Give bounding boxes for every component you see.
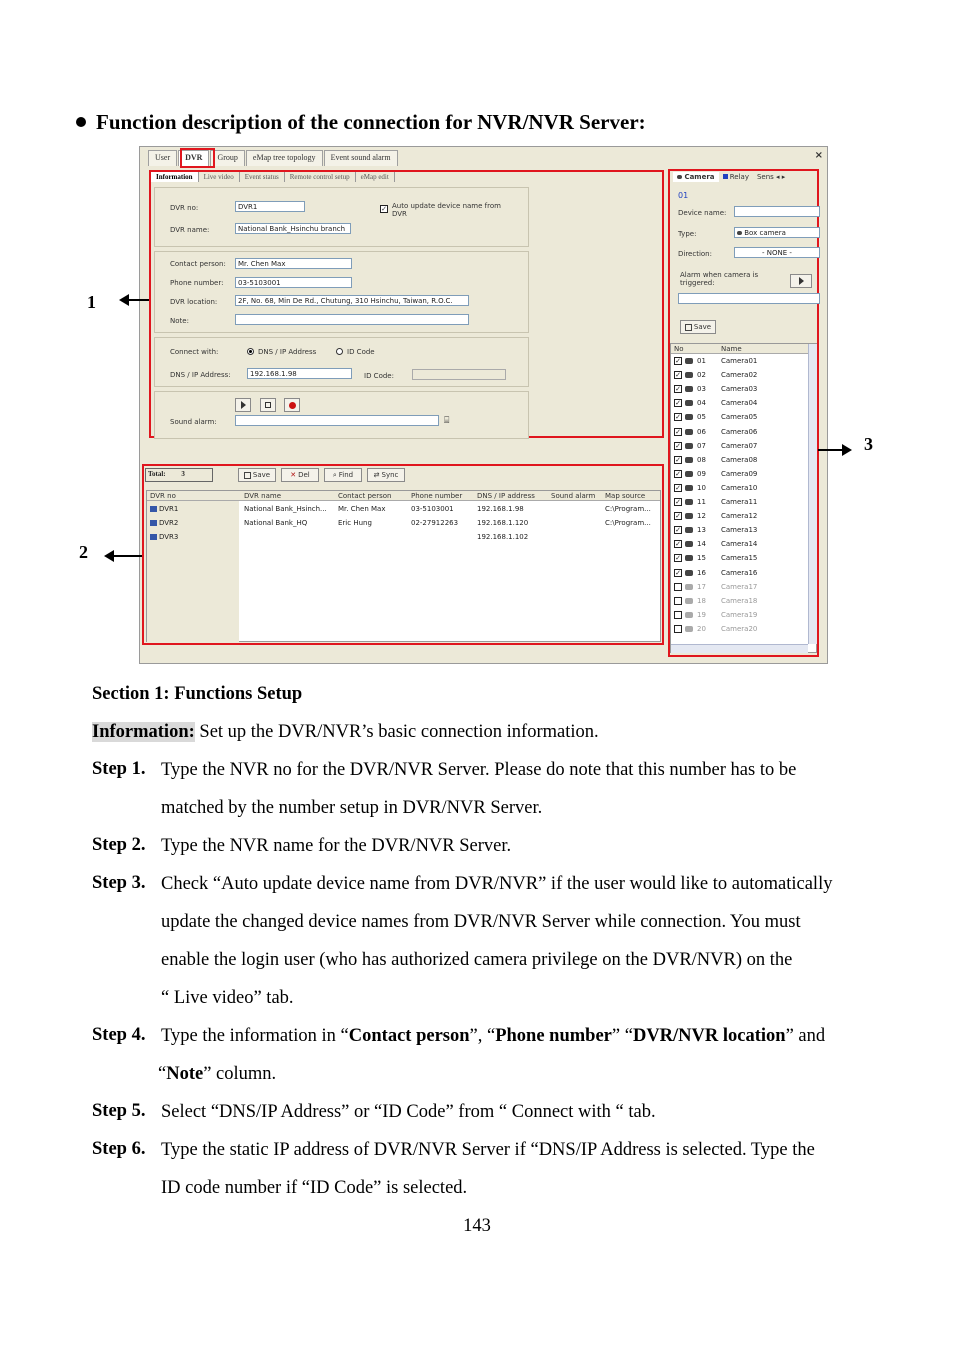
bullet-icon — [76, 117, 86, 127]
alarm-label: Alarm when camera is triggered: — [680, 271, 759, 287]
dvr-row-text: DVR1 — [159, 505, 179, 513]
camera-name: Camera05 — [721, 413, 758, 422]
folder-icon[interactable]: ⌸ — [444, 416, 450, 426]
sync-icon: ⇄ — [373, 471, 380, 479]
camera-name: Camera20 — [721, 624, 758, 633]
dvr-row-text: National Bank_HQ — [244, 519, 308, 527]
camera-checkbox[interactable]: ✓ — [675, 357, 681, 365]
delete-label: Del — [298, 471, 310, 479]
camera-icon — [685, 358, 693, 364]
camera-checkbox[interactable]: ✓ — [675, 455, 681, 464]
camera-no: 11 — [697, 498, 706, 506]
col-dns[interactable]: DNS / IP address — [477, 492, 535, 500]
dvr-row-text: C:\Program... — [605, 505, 651, 513]
camera-icon — [685, 570, 693, 576]
camera-row[interactable] — [674, 582, 758, 591]
camera-name: Camera11 — [721, 498, 758, 506]
play-icon — [241, 401, 246, 409]
tab-relay[interactable] — [719, 172, 753, 182]
record-button[interactable] — [284, 398, 300, 412]
camera-checkbox[interactable]: ✓ — [675, 371, 681, 380]
step-3-line-1: Check “Auto update device name from DVR/NVR” if the user would like to automatically — [161, 874, 833, 894]
dvr-row-cell[interactable] — [477, 519, 528, 527]
tab-event-sound[interactable]: Event sound alarm — [324, 150, 398, 166]
step-1-line-2: matched by the number setup in DVR/NVR Server. — [161, 798, 543, 818]
camera-name: Camera12 — [721, 512, 758, 521]
camera-no: 09 — [697, 469, 706, 478]
camera-row[interactable] — [674, 413, 758, 422]
dvr-row-no[interactable] — [150, 519, 178, 527]
stop-button[interactable] — [260, 398, 276, 412]
camera-save-label: Save — [693, 323, 712, 331]
camera-name: Camera13 — [721, 526, 758, 535]
camera-icon — [685, 400, 693, 406]
idcode-radio-label: ID Code — [347, 348, 375, 356]
camera-checkbox[interactable] — [674, 611, 682, 619]
dvr-name-input[interactable]: National Bank_Hsinchu branch — [235, 223, 351, 234]
delete-button[interactable] — [281, 468, 319, 482]
play-icon — [799, 277, 804, 285]
camera-icon — [685, 598, 693, 604]
camera-icon — [685, 612, 693, 618]
step-2-label: Step 2. — [92, 835, 146, 855]
step-4-location: DVR/NVR location — [632, 1026, 786, 1046]
camera-checkbox[interactable]: ✓ — [675, 554, 681, 563]
camera-row[interactable] — [674, 427, 758, 436]
dvr-row-cell[interactable] — [244, 519, 307, 527]
camera-row[interactable] — [674, 469, 758, 478]
dvr-row-text: 192.168.1.98 — [477, 505, 524, 513]
dvr-no-input[interactable]: DVR1 — [235, 201, 305, 212]
auto-update-label: Auto update device name from DVR — [392, 202, 501, 218]
step-1-line-1: Type the NVR no for the DVR/NVR Server. Please do note that this number has to be — [161, 760, 797, 780]
camera-no: 01 — [697, 357, 706, 365]
camera-name: Camera16 — [721, 568, 758, 577]
subtab-event-status[interactable]: Event status — [240, 172, 285, 182]
tab-emap-tree[interactable]: eMap tree topology — [246, 150, 323, 166]
connect-label: Connect with: — [170, 348, 219, 356]
callout-2: 2 — [79, 542, 88, 562]
play-button[interactable] — [235, 398, 251, 412]
page-heading — [76, 110, 646, 135]
info-subtabs — [151, 172, 395, 182]
camera-row[interactable] — [674, 498, 758, 506]
col-sound[interactable]: Sound alarm — [551, 492, 596, 500]
section-title: Section 1: Functions Setup — [92, 684, 303, 704]
camera-panel-tabs — [673, 172, 789, 182]
idcode-label: ID Code: — [364, 372, 394, 380]
camera-checkbox[interactable] — [674, 625, 682, 633]
total-counter — [145, 468, 213, 482]
step-4-line-2 — [158, 1063, 276, 1085]
step-3-label: Step 3. — [92, 873, 146, 893]
col-dvr-name[interactable]: DVR name — [244, 492, 281, 500]
stop-icon — [265, 402, 271, 408]
step-5-label: Step 5. — [92, 1101, 146, 1121]
camera-icon — [685, 499, 693, 505]
col-contact[interactable]: Contact person — [338, 492, 392, 500]
callout-3: 3 — [864, 434, 873, 454]
information-text: Set up the DVR/NVR’s basic connection information. — [194, 722, 599, 742]
camera-no: 05 — [697, 413, 706, 422]
camera-row[interactable] — [674, 399, 758, 408]
step-4-label: Step 4. — [92, 1025, 146, 1045]
record-icon — [289, 402, 296, 409]
camera-icon — [685, 386, 693, 392]
camera-checkbox[interactable]: ✓ — [675, 540, 681, 549]
camera-row[interactable] — [674, 540, 758, 549]
information-label: Information: — [92, 722, 195, 742]
camera-no: 12 — [697, 512, 706, 521]
camera-name: Camera17 — [721, 582, 758, 591]
direction-label: Direction: — [678, 250, 712, 258]
col-camera-no[interactable]: No — [674, 345, 684, 353]
camera-row[interactable] — [674, 371, 758, 380]
step-4-phone: Phone number — [495, 1026, 612, 1046]
step-4-note: Note — [166, 1064, 204, 1084]
camera-checkbox[interactable] — [674, 583, 682, 591]
camera-row[interactable] — [674, 526, 758, 535]
camera-name: Camera09 — [721, 469, 758, 478]
camera-icon — [677, 175, 682, 179]
dvr-row-cell[interactable] — [244, 505, 327, 513]
camera-no: 10 — [697, 483, 706, 492]
alarm-play-button[interactable] — [790, 274, 812, 288]
dvr-settings-screenshot — [139, 146, 828, 664]
dvr-row-cell[interactable] — [477, 533, 528, 541]
dvr-row-text: National Bank_Hsinch... — [244, 505, 327, 513]
camera-name: Camera04 — [721, 399, 758, 408]
note-input[interactable] — [235, 314, 469, 325]
dns-radio-label: DNS / IP Address — [258, 348, 317, 356]
phone-input[interactable]: 03-5103001 — [235, 277, 352, 288]
dvr-row-no[interactable] — [150, 505, 178, 513]
sound-label: Sound alarm: — [170, 418, 217, 426]
camera-icon — [685, 485, 693, 491]
camera-name: Camera18 — [721, 596, 758, 605]
camera-name: Camera01 — [721, 357, 758, 365]
callout-1-arrow — [121, 299, 149, 301]
col-map[interactable]: Map source — [605, 492, 646, 500]
tab-group[interactable]: Group — [210, 150, 244, 166]
camera-checkbox[interactable]: ✓ — [675, 441, 681, 450]
camera-name: Camera06 — [721, 427, 758, 436]
dvr-row-text: DVR2 — [159, 519, 179, 527]
camera-icon — [685, 584, 693, 590]
camera-checkbox[interactable]: ✓ — [675, 385, 681, 394]
information-line — [92, 721, 599, 743]
camera-no: 16 — [697, 568, 706, 577]
dvr-row-cell[interactable] — [477, 505, 524, 513]
camera-checkbox[interactable]: ✓ — [675, 413, 681, 422]
dns-radio[interactable] — [247, 348, 254, 355]
camera-checkbox[interactable] — [674, 597, 682, 605]
step-4-text-c: ”, “ — [469, 1026, 496, 1046]
camera-icon — [685, 527, 693, 533]
camera-checkbox[interactable]: ✓ — [675, 512, 681, 521]
camera-name: Camera19 — [721, 610, 758, 619]
step-6-label: Step 6. — [92, 1139, 146, 1159]
dns-label: DNS / IP Address: — [170, 371, 231, 379]
step-3-line-3: enable the login user (who has authorized camera privilege on the DVR/NVR) on the — [161, 950, 793, 970]
callout-1: 1 — [87, 292, 96, 312]
camera-no: 04 — [697, 399, 706, 408]
col-dvr-no[interactable]: DVR no — [150, 492, 176, 500]
camera-no: 06 — [697, 427, 706, 436]
dvr-row-text: C:\Program... — [605, 519, 651, 527]
camera-row[interactable] — [674, 441, 758, 450]
dvr-row-text: 02-27912263 — [411, 519, 459, 527]
camera-no: 15 — [697, 554, 706, 563]
tab-dvr[interactable]: DVR — [178, 150, 209, 166]
dvr-table-header — [147, 491, 660, 501]
camera-icon — [685, 555, 693, 561]
phone-label: Phone number: — [170, 279, 224, 287]
camera-icon — [685, 457, 693, 463]
subtab-live-video[interactable]: Live video — [199, 172, 240, 182]
camera-checkbox[interactable]: ✓ — [675, 399, 681, 408]
find-label: Find — [338, 471, 354, 479]
camera-row[interactable] — [674, 455, 758, 464]
dvr-row-text: Mr. Chen Max — [338, 505, 386, 513]
tab-relay-label: Relay — [729, 173, 749, 181]
dvr-row-cell[interactable] — [605, 519, 651, 527]
step-4-text-open: “ — [158, 1064, 167, 1084]
camera-checkbox[interactable]: ✓ — [675, 498, 681, 506]
idcode-radio[interactable] — [336, 348, 343, 355]
step-6-line-2: ID code number if “ID Code” is selected. — [161, 1178, 468, 1198]
computer-icon — [150, 506, 157, 512]
dvr-row-cell[interactable] — [411, 519, 458, 527]
camera-icon — [685, 372, 693, 378]
step-3-line-2: update the changed device names from DVR/NVR Server while connection. You must — [161, 912, 801, 932]
camera-no: 07 — [697, 441, 706, 450]
tab-sensor-label: Sens — [756, 173, 774, 181]
subtab-remote-control[interactable]: Remote control setup — [285, 172, 356, 182]
alarm-input[interactable] — [678, 293, 820, 304]
idcode-input[interactable] — [412, 369, 506, 380]
total-value: 3 — [181, 470, 185, 478]
subtab-emap-edit[interactable]: eMap edit — [356, 172, 395, 182]
camera-name: Camera14 — [721, 540, 758, 549]
dvr-row-no[interactable] — [150, 533, 178, 541]
camera-row[interactable] — [674, 568, 758, 577]
dvr-row-text: 192.168.1.120 — [477, 519, 529, 527]
step-4-text-a: Type the information in “ — [161, 1026, 349, 1046]
step-3-line-4: “ Live video” tab. — [161, 988, 294, 1008]
camera-name: Camera08 — [721, 455, 758, 464]
camera-icon — [685, 471, 693, 477]
page-number: 143 — [463, 1216, 491, 1236]
dvr-no-label: DVR no: — [170, 204, 199, 212]
save-label: Save — [252, 471, 271, 479]
camera-no: 13 — [697, 526, 706, 535]
auto-update-checkbox[interactable]: ✓ — [381, 205, 387, 213]
callout-3-arrow — [818, 449, 850, 451]
camera-row[interactable] — [674, 357, 758, 365]
save-icon — [244, 472, 251, 479]
delete-icon: ✕ — [290, 471, 297, 479]
dvr-row-text: 192.168.1.102 — [477, 533, 529, 541]
relay-icon — [723, 174, 728, 179]
camera-checkbox[interactable]: ✓ — [675, 526, 681, 535]
camera-no: 20 — [697, 624, 706, 633]
camera-list — [670, 343, 817, 653]
camera-no: 19 — [697, 610, 706, 619]
dvr-row-cell[interactable] — [338, 505, 386, 513]
camera-no: 03 — [697, 385, 706, 394]
camera-checkbox[interactable]: ✓ — [675, 568, 681, 577]
callout-2-arrow — [106, 555, 142, 557]
camera-name: Camera10 — [721, 483, 758, 492]
camera-no: 08 — [697, 455, 706, 464]
tab-sensor[interactable]: Sens ◂ ▸ — [756, 173, 786, 181]
col-phone[interactable]: Phone number — [411, 492, 463, 500]
camera-icon — [685, 429, 693, 435]
sync-button[interactable] — [367, 468, 405, 482]
dvr-row-text: DVR3 — [159, 533, 179, 541]
camera-list-hscrollbar[interactable] — [671, 644, 808, 653]
camera-icon — [685, 541, 693, 547]
direction-select[interactable]: - NONE - — [734, 247, 820, 258]
camera-no: 14 — [697, 540, 706, 549]
camera-row[interactable] — [674, 512, 758, 521]
tab-camera-label: Camera — [684, 173, 715, 181]
step-6-line-1: Type the static IP address of DVR/NVR Server if “DNS/IP Address is selected. Type the — [161, 1140, 815, 1160]
camera-name: Camera02 — [721, 371, 758, 380]
step-1-label: Step 1. — [92, 759, 146, 779]
camera-no: 18 — [697, 596, 706, 605]
camera-icon — [685, 626, 693, 632]
step-2-line-1: Type the NVR name for the DVR/NVR Server. — [161, 836, 512, 856]
camera-icon — [685, 513, 693, 519]
camera-row[interactable] — [674, 483, 758, 492]
contact-input[interactable]: Mr. Chen Max — [235, 258, 352, 269]
find-button[interactable] — [324, 468, 362, 482]
step-4-line-1 — [161, 1025, 825, 1047]
contact-label: Contact person: — [170, 260, 226, 268]
type-value: Box camera — [744, 229, 786, 237]
dvr-row-cell[interactable] — [605, 505, 651, 513]
camera-checkbox[interactable]: ✓ — [675, 483, 681, 492]
sync-label: Sync — [381, 471, 399, 479]
camera-row[interactable] — [674, 624, 758, 633]
dvr-row-text: Eric Hung — [338, 519, 372, 527]
camera-name: Camera07 — [721, 441, 758, 450]
camera-row[interactable] — [674, 385, 758, 394]
save-button[interactable] — [238, 468, 276, 482]
search-icon: ⌕ — [332, 470, 337, 479]
tab-user[interactable]: User — [148, 150, 177, 166]
camera-number: 01 — [678, 191, 689, 200]
col-camera-name[interactable]: Name — [721, 345, 742, 353]
save-icon — [685, 324, 692, 331]
location-label: DVR location: — [170, 298, 218, 306]
computer-icon — [150, 520, 157, 526]
step-4-text-e: ” “ — [611, 1026, 633, 1046]
camera-no: 02 — [697, 371, 706, 380]
step-5-line-1: Select “DNS/IP Address” or “ID Code” from “ Connect with “ tab. — [161, 1102, 656, 1122]
camera-name: Camera15 — [721, 554, 758, 563]
camera-row[interactable] — [674, 554, 758, 563]
total-label: Total: — [148, 470, 166, 478]
type-label: Type: — [678, 230, 697, 238]
dvr-row-cell[interactable] — [411, 505, 454, 513]
camera-icon — [685, 443, 693, 449]
close-icon[interactable]: × — [814, 150, 823, 161]
dvr-row-cell[interactable] — [338, 519, 372, 527]
camera-row[interactable] — [674, 610, 758, 619]
dvr-table — [146, 490, 661, 642]
sound-input[interactable] — [235, 415, 439, 426]
dvr-tab-highlight — [180, 148, 215, 168]
heading-text: Function description of the connection for NVR/NVR Server: — [96, 110, 646, 134]
camera-icon — [685, 414, 693, 420]
tab-camera[interactable] — [673, 172, 719, 182]
step-4-text-g: ” and — [785, 1026, 826, 1046]
type-select[interactable] — [734, 227, 820, 238]
camera-no: 17 — [697, 582, 706, 591]
dvr-name-label: DVR name: — [170, 226, 210, 234]
computer-icon — [150, 534, 157, 540]
step-4-contact: Contact person — [348, 1026, 470, 1046]
camera-checkbox[interactable]: ✓ — [675, 427, 681, 436]
device-name-input[interactable] — [734, 206, 820, 217]
camera-list-scrollbar[interactable] — [808, 344, 817, 644]
dvr-row-text: 03-5103001 — [411, 505, 454, 513]
camera-checkbox[interactable]: ✓ — [675, 469, 681, 478]
camera-row[interactable] — [674, 596, 758, 605]
box-camera-icon — [737, 231, 742, 235]
dns-input[interactable]: 192.168.1.98 — [247, 368, 352, 379]
subtab-information[interactable]: Information — [151, 172, 199, 182]
step-4-text-close: ” column. — [203, 1064, 277, 1084]
device-name-label: Device name: — [678, 209, 727, 217]
location-input[interactable]: 2F, No. 68, Min De Rd., Chutung, 310 Hsinchu, Taiwan, R.O.C. — [235, 295, 469, 306]
camera-list-header — [671, 344, 816, 354]
camera-name: Camera03 — [721, 385, 758, 394]
note-label: Note: — [170, 317, 189, 325]
camera-save-button[interactable] — [680, 320, 716, 334]
